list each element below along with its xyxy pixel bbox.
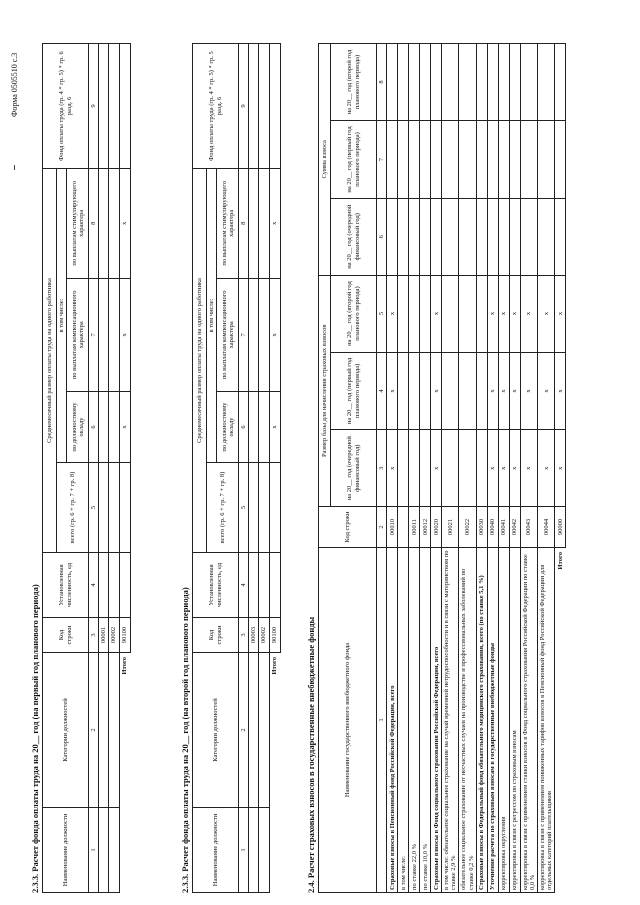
cell-sum bbox=[387, 198, 398, 275]
cell-base bbox=[420, 430, 431, 507]
cell-base: x bbox=[537, 352, 554, 430]
total-row bbox=[269, 44, 280, 893]
row-code: 00043 bbox=[520, 507, 537, 548]
table-row bbox=[498, 44, 509, 893]
cell-sum bbox=[459, 44, 476, 121]
cell-x: x bbox=[269, 169, 280, 279]
row-code: 00022 bbox=[459, 507, 476, 548]
cell-base: x bbox=[498, 430, 509, 507]
table-row bbox=[398, 44, 409, 893]
header-comp: по выплатам компенсационного характера bbox=[67, 278, 89, 392]
col-num: 1 bbox=[377, 548, 387, 893]
cell-base: x bbox=[520, 430, 537, 507]
row-code: 00040 bbox=[487, 507, 498, 548]
cell-x: x bbox=[269, 278, 280, 392]
fund-name: Уточнение расчета по страховым взносам в государственные внебюджетные фонды bbox=[487, 548, 498, 893]
table-row bbox=[509, 44, 520, 893]
header-name: Наименование должности bbox=[193, 808, 239, 893]
cell-sum bbox=[487, 198, 498, 275]
table-row bbox=[537, 44, 554, 893]
section-1-title: 2.3.3. Расчет фонда оплаты труда на 20__ год (на первый год планового периода) bbox=[30, 584, 40, 893]
cell-base: x bbox=[487, 352, 498, 430]
total-label: Итого bbox=[271, 657, 279, 675]
cell-sum bbox=[537, 198, 554, 275]
col-num: 9 bbox=[239, 44, 249, 169]
col-num: 5 bbox=[377, 275, 387, 352]
header-fund: Фонд оплаты труда (гр. 4 * гр. 5) * гр. 6 разд. 6 bbox=[43, 44, 89, 169]
cell-base bbox=[420, 275, 431, 352]
cell-base bbox=[459, 275, 476, 352]
scan-mark bbox=[14, 165, 15, 170]
cell-sum bbox=[487, 44, 498, 121]
cell-base: x bbox=[509, 352, 520, 430]
row-code: 00003 bbox=[249, 618, 259, 653]
header-code: Код строки bbox=[319, 507, 377, 548]
section-2-title: 2.3.3. Расчет фонда оплаты труда на 20__ год (на второй год планового периода) bbox=[180, 587, 190, 893]
col-num: 1 bbox=[239, 808, 249, 893]
section-3-table bbox=[318, 43, 566, 893]
row-code: 00020 bbox=[431, 507, 442, 548]
fund-name: корректировка округления bbox=[498, 548, 509, 893]
cell-sum bbox=[459, 198, 476, 275]
cell-base bbox=[442, 275, 459, 352]
col-num: 8 bbox=[377, 44, 387, 121]
cell-x: x bbox=[119, 169, 130, 279]
cell-sum bbox=[520, 198, 537, 275]
cell-base bbox=[476, 275, 487, 352]
section-3-title: 2.4. Расчет страховых взносов в государственные внебюджетные фонды bbox=[306, 616, 316, 893]
fund-name: по ставке 22,0 % bbox=[409, 548, 420, 893]
col-num: 2 bbox=[377, 507, 387, 548]
cell-base: x bbox=[387, 352, 398, 430]
header-code: Код строки bbox=[43, 618, 89, 653]
header-total: всего (гр. 6 + гр. 7 + гр. 8) bbox=[57, 463, 89, 553]
fund-name: Страховые взносы в Федеральный фонд обязательного медицинского страхования, всего (по ставке 5,1 %) bbox=[476, 548, 487, 893]
cell-sum bbox=[537, 121, 554, 199]
cell-sum bbox=[476, 121, 487, 199]
header-incl: в том числе: bbox=[57, 169, 67, 463]
table-row bbox=[420, 44, 431, 893]
cell-sum bbox=[442, 198, 459, 275]
cell-sum bbox=[498, 44, 509, 121]
col-num: 8 bbox=[89, 169, 99, 279]
cell-sum bbox=[487, 121, 498, 199]
cell-base bbox=[442, 352, 459, 430]
table-row bbox=[259, 44, 269, 893]
fund-name: Страховые взносы в Фонд социального страхования Российской Федерации, всего bbox=[431, 548, 442, 893]
col-num: 4 bbox=[89, 553, 99, 618]
cell-base: x bbox=[387, 430, 398, 507]
cell-sum bbox=[520, 121, 537, 199]
header-year2: на 20__ год (первый год планового периода) bbox=[331, 352, 377, 430]
cell-sum bbox=[509, 198, 520, 275]
row-code: 00010 bbox=[387, 507, 398, 548]
row-code: 00041 bbox=[498, 507, 509, 548]
table-row bbox=[442, 44, 459, 893]
cell-base: x bbox=[431, 430, 442, 507]
col-num: 8 bbox=[239, 169, 249, 279]
col-num: 3 bbox=[89, 618, 99, 653]
header-stim: по выплатам стимулирующего характера bbox=[67, 169, 89, 279]
header-total: всего (гр. 6 + гр. 7 + гр. 8) bbox=[207, 463, 239, 553]
total-row bbox=[119, 44, 130, 893]
col-num: 4 bbox=[377, 352, 387, 430]
header-sum: Сумма взноса bbox=[319, 44, 331, 276]
cell-sum bbox=[509, 44, 520, 121]
cell-base bbox=[476, 352, 487, 430]
row-code: 00002 bbox=[259, 618, 269, 653]
table-row bbox=[109, 44, 119, 893]
header-fund: Фонд оплаты труда (гр. 4 * гр. 5) * гр. 5 разд. 6 bbox=[193, 44, 239, 169]
header-name: Наименование должности bbox=[43, 808, 89, 893]
form-label: Форма 0505510 с.3 bbox=[10, 52, 19, 117]
col-num: 6 bbox=[239, 392, 249, 463]
total-row bbox=[555, 44, 566, 893]
total-code: 90100 bbox=[269, 618, 280, 653]
col-num: 6 bbox=[89, 392, 99, 463]
cell-base bbox=[398, 352, 409, 430]
cell-sum bbox=[498, 121, 509, 199]
table-row bbox=[431, 44, 442, 893]
fund-name: корректировка в связи с регрессом по страховым взносам bbox=[509, 548, 520, 893]
cell-sum bbox=[431, 44, 442, 121]
header-comp: по выплатам компенсационного характера bbox=[217, 278, 239, 392]
cell-sum bbox=[459, 121, 476, 199]
col-num: 7 bbox=[377, 121, 387, 199]
cell-sum bbox=[498, 198, 509, 275]
cell-base bbox=[409, 430, 420, 507]
col-num: 3 bbox=[377, 430, 387, 507]
cell-sum bbox=[398, 121, 409, 199]
cell-base bbox=[398, 430, 409, 507]
cell-x: x bbox=[119, 278, 130, 392]
header-year2: на 20__ год (первый год планового периода) bbox=[331, 121, 377, 199]
cell-sum bbox=[409, 198, 420, 275]
cell-base bbox=[476, 430, 487, 507]
header-code: Код строки bbox=[193, 618, 239, 653]
header-year1: на 20__ год (очередной финансовый год) bbox=[331, 198, 377, 275]
row-code: 00011 bbox=[409, 507, 420, 548]
cell-sum bbox=[537, 44, 554, 121]
col-num: 3 bbox=[239, 618, 249, 653]
cell-sum bbox=[409, 44, 420, 121]
col-num: 7 bbox=[89, 278, 99, 392]
fund-name: в том числе: bbox=[398, 548, 409, 893]
row-code: 00030 bbox=[476, 507, 487, 548]
col-num: 7 bbox=[239, 278, 249, 392]
cell-x: x bbox=[269, 392, 280, 463]
fund-name: Страховые взносы в Пенсионный фонд Российской Федерации, всего bbox=[387, 548, 398, 893]
cell-sum bbox=[476, 198, 487, 275]
header-units: Установленная численность, ед bbox=[193, 553, 239, 618]
cell-sum bbox=[476, 44, 487, 121]
row-code: 00001 bbox=[99, 618, 109, 653]
header-category: Категории должностей bbox=[193, 653, 239, 808]
cell-sum bbox=[420, 198, 431, 275]
total-label: Итого bbox=[121, 657, 129, 675]
cell-base: x bbox=[487, 275, 498, 352]
cell-base: x bbox=[498, 275, 509, 352]
header-incl: в том числе: bbox=[207, 169, 217, 463]
cell-base bbox=[459, 430, 476, 507]
cell-sum bbox=[398, 44, 409, 121]
cell-sum bbox=[387, 44, 398, 121]
cell-base bbox=[420, 352, 431, 430]
cell-base: x bbox=[431, 275, 442, 352]
table-row bbox=[409, 44, 420, 893]
col-num: 2 bbox=[89, 653, 99, 808]
header-avg: Среднемесячный размер оплаты труда на одного работника bbox=[43, 169, 57, 553]
header-stim: по выплатам стимулирующего характера bbox=[217, 169, 239, 279]
cell-sum bbox=[409, 121, 420, 199]
cell-base bbox=[442, 430, 459, 507]
cell-sum bbox=[420, 44, 431, 121]
section-1-table bbox=[42, 43, 131, 893]
cell-x: x bbox=[555, 352, 566, 430]
cell-base: x bbox=[520, 275, 537, 352]
cell-base: x bbox=[509, 430, 520, 507]
fund-name: корректировка в связи с применением пониженных тарифов взносов в Пенсионный фонд Российской Федерации для отдельных категорий плательщиков bbox=[537, 548, 554, 893]
col-num: 5 bbox=[89, 463, 99, 553]
cell-sum bbox=[420, 121, 431, 199]
header-category: Категории должностей bbox=[43, 653, 89, 808]
header-year1: на 20__ год (очередной финансовый год) bbox=[331, 430, 377, 507]
fund-name: по ставке 10,0 % bbox=[420, 548, 431, 893]
header-salary: по должностному окладу bbox=[217, 392, 239, 463]
cell-sum bbox=[398, 198, 409, 275]
table-row bbox=[520, 44, 537, 893]
cell-x: x bbox=[119, 392, 130, 463]
cell-sum bbox=[520, 44, 537, 121]
cell-base: x bbox=[520, 352, 537, 430]
table-row bbox=[387, 44, 398, 893]
cell-x: x bbox=[555, 275, 566, 352]
cell-sum bbox=[442, 121, 459, 199]
table-row bbox=[476, 44, 487, 893]
cell-base: x bbox=[431, 352, 442, 430]
col-num: 4 bbox=[239, 553, 249, 618]
header-year3: на 20__ год (второй год планового периода) bbox=[331, 275, 377, 352]
cell-sum bbox=[442, 44, 459, 121]
col-num: 5 bbox=[239, 463, 249, 553]
cell-base: x bbox=[387, 275, 398, 352]
total-code: 90000 bbox=[555, 507, 566, 548]
header-avg: Среднемесячный размер оплаты труда на одного работника bbox=[193, 169, 207, 553]
cell-base: x bbox=[509, 275, 520, 352]
table-row bbox=[459, 44, 476, 893]
cell-x: x bbox=[555, 430, 566, 507]
table-row bbox=[249, 44, 259, 893]
fund-name: корректировка в связи с применением ставки взносов в Фонд социального страхования Российской Федерации по ставке 0,0 % bbox=[520, 548, 537, 893]
header-units: Установленная численность, ед bbox=[43, 553, 89, 618]
cell-base: x bbox=[537, 430, 554, 507]
col-num: 2 bbox=[239, 653, 249, 808]
cell-base bbox=[409, 352, 420, 430]
cell-base bbox=[459, 352, 476, 430]
cell-base: x bbox=[487, 430, 498, 507]
row-code: 00044 bbox=[537, 507, 554, 548]
cell-base: x bbox=[537, 275, 554, 352]
col-num: 6 bbox=[377, 198, 387, 275]
total-code: 90100 bbox=[119, 618, 130, 653]
section-2-table bbox=[192, 43, 281, 893]
header-year3: на 20__ год (второй год планового периода) bbox=[331, 44, 377, 121]
header-fund-name: Наименование государственного внебюджетного фонда bbox=[319, 548, 377, 893]
cell-sum bbox=[431, 198, 442, 275]
cell-base bbox=[398, 275, 409, 352]
cell-sum bbox=[387, 121, 398, 199]
row-code bbox=[398, 507, 409, 548]
table-row bbox=[99, 44, 109, 893]
cell-base bbox=[409, 275, 420, 352]
header-base: Размер базы для начисления страховых взносов bbox=[319, 275, 331, 506]
row-code: 00002 bbox=[109, 618, 119, 653]
row-code: 00021 bbox=[442, 507, 459, 548]
cell-sum bbox=[509, 121, 520, 199]
col-num: 9 bbox=[89, 44, 99, 169]
fund-name: обязательное социальное страхование от несчастных случаев на производстве и профессиональных заболеваний по ставке 0,2 % bbox=[459, 548, 476, 893]
cell-base: x bbox=[498, 352, 509, 430]
cell-sum bbox=[431, 121, 442, 199]
fund-name: в том числе: обязательное социальное страхование на случай временной нетрудоспособности и в связи с материнством по ставке 2,9 % bbox=[442, 548, 459, 893]
row-code: 00012 bbox=[420, 507, 431, 548]
header-salary: по должностному окладу bbox=[67, 392, 89, 463]
total-label: Итого bbox=[556, 552, 564, 570]
row-code: 00042 bbox=[509, 507, 520, 548]
col-num: 1 bbox=[89, 808, 99, 893]
table-row bbox=[487, 44, 498, 893]
